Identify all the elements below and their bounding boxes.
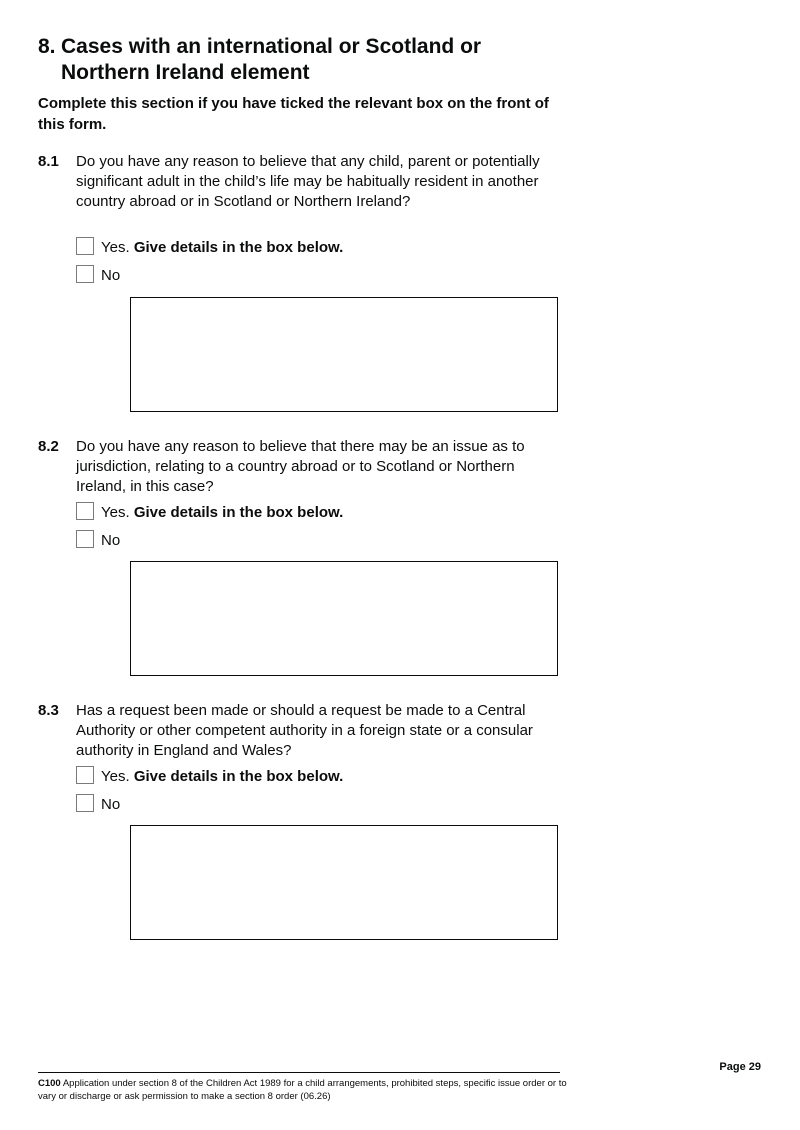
yes-label: Yes. Give details in the box below. <box>101 768 344 785</box>
details-textbox[interactable] <box>130 561 558 676</box>
no-option <box>76 530 120 552</box>
section-title-line-2: Northern Ireland element <box>61 61 310 84</box>
details-textbox[interactable] <box>130 297 558 412</box>
question-number: 8.3 <box>38 702 59 719</box>
section-title-line-1: Cases with an international or Scotland or <box>61 35 482 58</box>
form-description: Application under section 8 of the Children Act 1989 for a child arrangements, prohibited steps, specific issue order or to vary or discharge or ask permission to make a section 8 order (06.26) <box>38 1078 567 1102</box>
section-title <box>38 34 558 86</box>
no-checkbox[interactable] <box>76 530 94 548</box>
no-checkbox[interactable] <box>76 794 94 812</box>
yes-option <box>76 237 343 259</box>
section-number: 8. <box>38 35 56 58</box>
question-text: Do you have any reason to believe that there may be an issue as to jurisdiction, relating to a country abroad or to Scotland or Northern Ireland, in this case? <box>76 438 525 495</box>
question-text: Has a request been made or should a request be made to a Central Authority or other competent authority in a foreign state or a consular authority in England and Wales? <box>76 702 533 759</box>
no-label: No <box>101 796 121 813</box>
yes-checkbox[interactable] <box>76 502 94 520</box>
no-checkbox[interactable] <box>76 265 94 283</box>
question-text: Do you have any reason to believe that any child, parent or potentially significant adult in the child’s life may be habitually resident in another country abroad or in Scotland or Northern Ireland? <box>76 153 540 210</box>
form-code: C100 <box>38 1078 61 1089</box>
yes-label: Yes. Give details in the box below. <box>101 504 344 521</box>
no-label: No <box>101 532 121 549</box>
footer-divider <box>38 1072 560 1073</box>
question-number: 8.2 <box>38 438 59 455</box>
footer-text <box>38 1078 578 1103</box>
yes-label: Yes. Give details in the box below. <box>101 239 344 256</box>
page-number: Page 29 <box>719 1061 761 1073</box>
question-number: 8.1 <box>38 153 59 170</box>
yes-checkbox[interactable] <box>76 766 94 784</box>
yes-checkbox[interactable] <box>76 237 94 255</box>
yes-option <box>76 502 343 524</box>
section-intro: Complete this section if you have ticked the relevant box on the front of this form. <box>38 95 549 133</box>
details-textbox[interactable] <box>130 825 558 940</box>
yes-option <box>76 766 343 788</box>
no-option <box>76 794 120 816</box>
no-label: No <box>101 267 121 284</box>
no-option <box>76 265 120 287</box>
